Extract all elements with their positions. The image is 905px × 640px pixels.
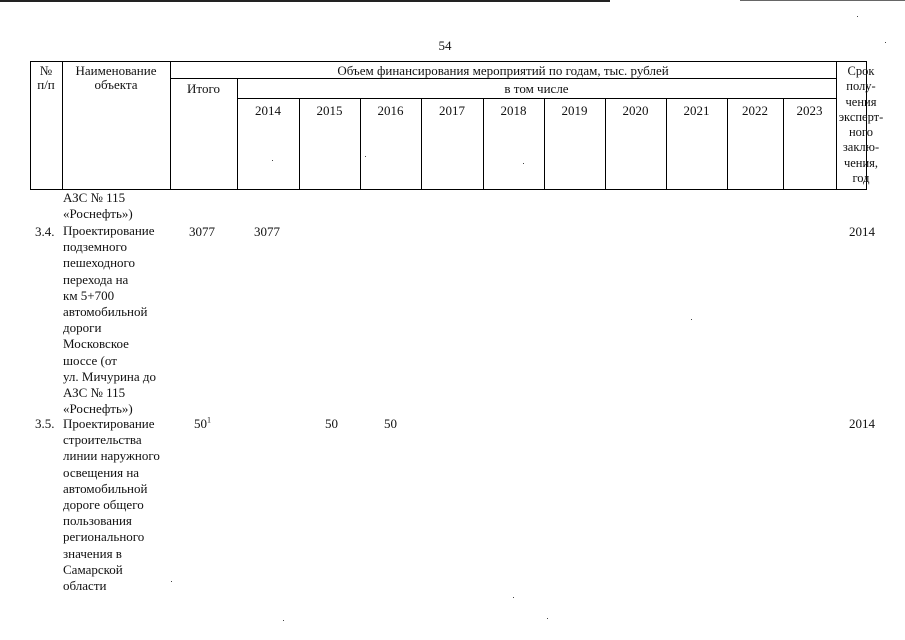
name-line: шоссе (от [63,352,117,368]
name-line: ул. Мичурина до [63,368,157,384]
row-object-name [63,416,160,594]
header-year-2022: 2022 [742,103,768,118]
header-col-name-line2: объекта [94,77,138,92]
name-line: км 5+700 [63,287,115,303]
header-year-2017: 2017 [439,103,465,118]
header-deadline-line: чения, [843,155,879,170]
name-line: пользования [63,513,132,529]
header-deadline-line: эксперт- [838,109,884,124]
row-value-2016: 50 [384,416,397,431]
header-year-2014: 2014 [255,103,281,118]
row-total-footnote: 1 [207,415,211,425]
name-line: «Роснефть») [63,401,133,417]
row-total [194,416,211,432]
header-year-2016: 2016 [377,103,404,118]
name-line: строительства [63,432,142,448]
header-year-2018: 2018 [500,103,527,118]
row-total-value: 50 [194,416,207,431]
row-deadline: 2014 [849,224,875,239]
header-col-number [30,64,62,92]
name-line: пешеходного [63,255,136,271]
page-number: 54 [438,38,452,53]
header-deadline [836,64,886,186]
name-line: Самарской [63,561,123,577]
name-line: освещения на [63,464,140,480]
header-year-2021: 2021 [683,103,710,118]
header-deadline-line: чения [845,94,877,109]
header-col-name [62,64,170,92]
scan-speck [885,42,886,43]
row-value-2014: 3077 [254,224,280,239]
name-line: Проектирование [63,223,155,238]
scan-speck [513,597,514,598]
row-object-name [63,223,156,417]
name-line: регионального [63,529,145,545]
header-year-2019: 2019 [561,103,588,118]
row-deadline: 2014 [849,416,875,431]
col-border [170,61,171,190]
name-line: автомобильной [63,304,148,320]
row-total [189,224,215,240]
scan-speck [523,163,524,164]
financing-title-divider [170,78,836,79]
name-line: области [63,578,107,594]
table-header-bottom [30,189,866,190]
header-col-number-line2: п/п [37,77,55,92]
table-top-border [30,61,866,62]
row-total-value: 3077 [189,224,215,239]
header-deadline-line: год [852,171,870,186]
scan-speck [857,16,858,17]
header-col-name-line1: Наименование [75,63,157,78]
name-line: подземного [63,239,127,255]
name-line: автомобильной [63,480,148,496]
header-financing-title: Объем финансирования мероприятий по годам, тыс. рублей [337,63,669,78]
header-year-2015: 2015 [316,103,343,118]
name-line: Проектирование [63,416,155,431]
scan-speck [283,620,284,621]
name-line: линии наружного [63,448,160,464]
scan-speck [547,618,548,619]
name-line: дороги [63,320,102,336]
continuation-text [63,190,133,222]
header-total: Итого [187,81,220,96]
name-line: дороге общего [63,497,144,513]
scan-speck [691,319,692,320]
header-including: в том числе [504,81,569,96]
continuation-line: АЗС № 115 [63,190,126,205]
row-number: 3.4. [35,224,55,239]
header-deadline-line: Срок [847,64,875,78]
scan-speck [365,156,366,157]
name-line: Московское [63,336,129,352]
name-line: перехода на [63,271,129,287]
header-year-2020: 2020 [622,103,649,118]
row-number: 3.5. [35,416,55,431]
scan-speck [272,160,273,161]
continuation-line: «Роснефть») [63,206,133,222]
header-col-number-line1: № [39,63,53,78]
scan-artifact-top-right [740,0,905,1]
header-deadline-line: ного [848,125,873,140]
including-divider [237,98,836,99]
name-line: АЗС № 115 [63,385,126,401]
header-year-2023: 2023 [796,103,823,118]
row-value-2015: 50 [325,416,338,431]
header-deadline-line: полу- [846,79,876,94]
scan-speck [171,581,172,582]
scan-artifact-top [0,0,610,2]
header-deadline-line: заклю- [842,140,880,155]
name-line: значения в [63,545,122,561]
